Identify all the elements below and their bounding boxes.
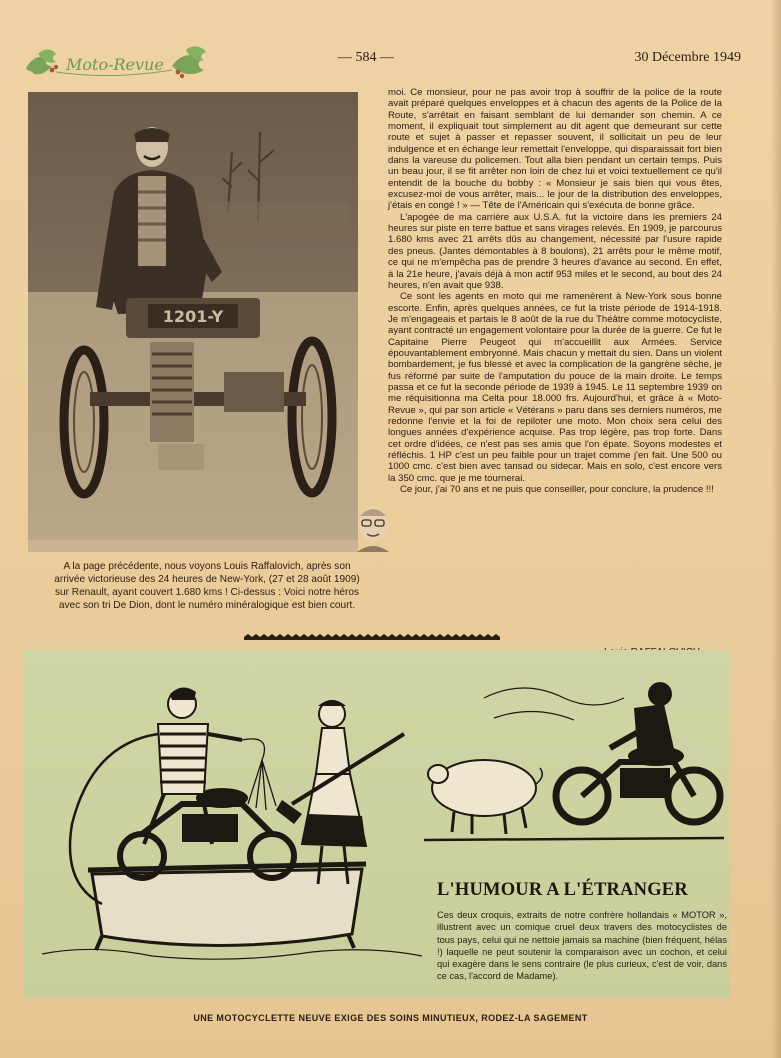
humour-title: L'HUMOUR A L'ÉTRANGER <box>437 880 688 900</box>
article-body <box>388 87 722 495</box>
photo-caption: A la page précédente, nous voyons Louis Raffalovich, après son arrivée victorieuse des 24 heures de New-York, (27 et 28 août 1909) sur Renault, ayant couvert 1.680 kms ! Ci-dessus : Voici notre héros avec son tri De Dion, dont le numéro minéralogique est bien court. <box>54 561 360 611</box>
pig-rider-cartoon <box>424 668 724 848</box>
license-plate: 1201-Y <box>162 307 224 326</box>
moto-revue-logo <box>22 40 212 88</box>
zigzag-divider <box>244 634 500 640</box>
tricycle-photo <box>28 92 358 552</box>
logo-text: Moto-Revue <box>66 55 164 74</box>
article-paragraph: Ce jour, j'ai 70 ans et ne puis que conseiller, pour conclure, la prudence !!! <box>400 484 714 496</box>
footer-slogan: UNE MOTOCYCLETTE NEUVE EXIGE DES SOINS MINUTIEUX, RODEZ-LA SAGEMENT <box>193 1013 588 1023</box>
article-paragraph: moi. Ce monsieur, pour ne pas avoir trop à souffrir de la police de la route avait préparé quelques enveloppes et à chacun des agents de la Police de la Route, s'arrêtait en faisant semblant de lui demander son chemin. A ce moment, il expliquait tout simplement au dit agent que demeurant sur cette route et sujet à passer et repasser souvent, il sollicitait un peu de leur indulgence et en échange leur remettait l'enveloppe, qui disparaissait fort bien dans la vareuse du policemen. Tout alla bien pendant un certain temps. Puis un beau jour, il se fit arrêter non loin de chez lui et voici textuellement ce qu'il entendit de la bouche du bobby : « Monsieur je sais bien qui vous êtes, excusez-moi de vous arrêter, mais... le jour de la distribution des enveloppes, j'étais en congé ! » — Tête de l'Américain qui s'exécuta de bonne grâce. <box>388 87 722 212</box>
article-paragraph: Ce sont les agents en moto qui me ramenèrent à New-York sous bonne escorte. Enfin, après quelques années, ce fut la triste période de 1914-1918. Je m'engageais et partais le 8 août de la rue du Théâtre comme motocycliste, ayant contracté un engagement volontaire pour la durée de la guerre. Ce fut le Capitaine Pierre Peugeot qui m'accueillit aux Armées. Service épouvantablement embryonné. Mais chacun y mettait du sien. Dans un violent bombardement, je fus blessé et avec la complication de la gangrène sèche, je fus réformé par suite de l'amputation du pouce de la main droite. Le temps passa et ce fut la seconde période de 1939 à 1945. Le 11 septembre 1939 on me réquisitionna ma Celta pour 18.000 frs. Aujourd'hui, et grâce à « Moto-Revue », qui par son article « Vétérans » paru dans ses derniers numéros, me redonne l'envie et la foi de repiloter une moto. Mon choix sera celui des longues années d'expérience acquise. Pas trop légère, pas trop forte. Dans cet ordre d'idées, ce n'est pas ses amis que l'on épate. Soyons modestes et réfléchis. 1 HP c'est un peu faible pour un trajet comme j'en fait. Une 500 ou 1000 cmc. c'est bien avec tansad ou sidecar. Mais en solo, c'est encore vers la 350 cmc. que je me tournerai. <box>388 291 722 484</box>
article-paragraph: L'apogée de ma carrière aux U.S.A. fut la victoire dans les premiers 24 heures sur piste en terre battue et sans virages relevés. En 1909, je parcourus 1.680 kms avec 21 arrêts dûs au changement, nécessité par l'usure rapide des pneus. (Jantes démontables à 8 boulons), 21 arrêts pour le même motif, ce qui ne m'empêcha pas de prendre 3 heures d'avance au second. En effet, à la 21e heure, j'avais déjà à mon actif 953 miles et le second, au bout des 24 heures, n'en avait que 938. <box>388 211 722 291</box>
author-portrait <box>355 502 391 552</box>
issue-date: 30 Décembre 1949 <box>634 50 741 65</box>
bathtub-cartoon <box>32 664 432 964</box>
page-number: — 584 — <box>338 50 394 65</box>
humour-description: Ces deux croquis, extraits de notre confrère hollandais « MOTOR », illustrent avec un comique cruel deux travers des motocyclistes de tous pays, celui qui ne nettoie jamais sa machine (bien fréquent, hélas !) laquelle ne peut soutenir la comparaison avec un cochon, et celui qui exagère dans le sens contraire (le plus curieux, c'est de voir, dans ce cas, l'accord de Madame). <box>437 910 727 982</box>
